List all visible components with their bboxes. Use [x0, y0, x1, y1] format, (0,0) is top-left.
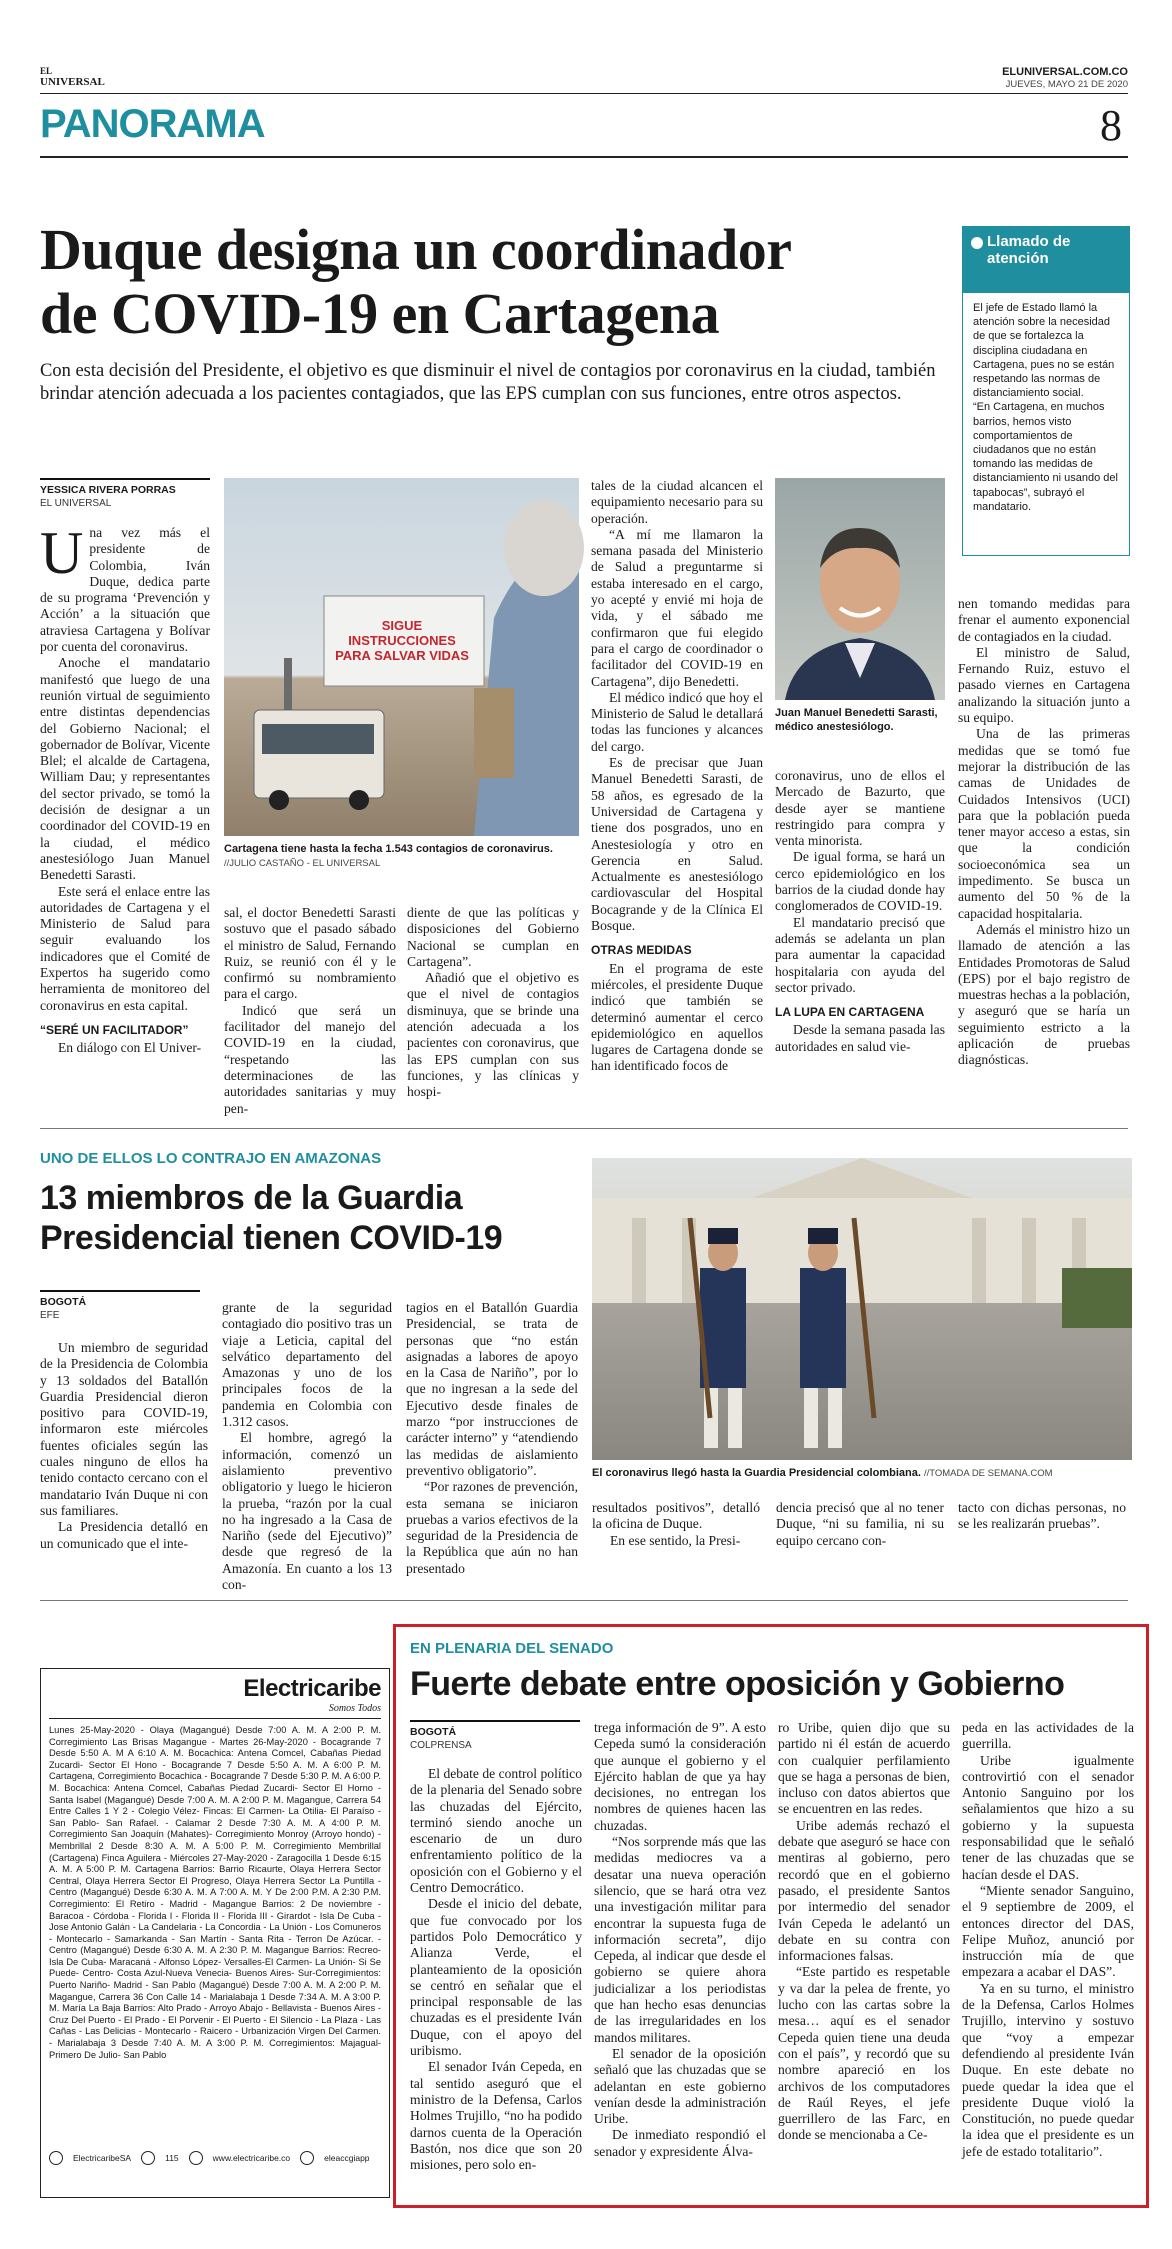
sidebar-text: El jefe de Estado llamó la atención sobre la necesidad de que se fortalezca la disciplina ciudadana en Cartagena, pues no se están respetando las normas de distanciamiento social. — [973, 302, 1115, 400]
paragraph: En ese sentido, la Presi- — [610, 1532, 741, 1548]
paragraph: El médico indicó que hoy el Ministerio de Salud le detallará todas las funciones y alcances del cargo. — [591, 689, 763, 754]
author-outlet: EL UNIVERSAL — [40, 498, 112, 509]
paragraph: Uribe igualmente controvirtió con el senador Antonio Sanguino por los señalamientos que hizo a su gobierno y la supuesta responsabilidad que le señaló tener de las chuzadas que se hacían desde el DAS. — [962, 1752, 1134, 1882]
paragraph: El mandatario precisó que además se adelanta un plan para aumentar la capacidad hospitalaria con ayuda del sector privado. — [775, 914, 945, 995]
subhead: “SERÉ UN FACILITADOR” — [40, 1022, 189, 1037]
source: COLPRENSA — [410, 1740, 472, 1751]
paragraph: Añadió que el objetivo es que el nivel de contagios disminuya, que se brinde una atención adecuada a los pacientes con coronavirus, que las EPS cumplan con sus funciones, y las clínicas y hospi- — [407, 970, 579, 1100]
ad-brand-block — [49, 1675, 381, 1719]
drop-cap: U — [40, 520, 84, 586]
paragraph: Es de precisar que Juan Manuel Benedetti Sarasti, de 58 años, es egresado de la Universidad de Cartagena y tiene dos posgrados, uno en Anestesiología y otro en Gerencia en Salud. Actualmente es anestesiólogo cardiovascular del Hospital Bocagrande y de la Clínica El Bosque. — [591, 755, 763, 934]
section-divider — [40, 1600, 1128, 1601]
main-col-1 — [40, 520, 210, 1065]
photo-credit: //TOMADA DE SEMANA.COM — [923, 1468, 1053, 1479]
bullet-icon — [971, 237, 983, 249]
main-byline — [40, 478, 210, 509]
section-title: PANORAMA — [40, 102, 265, 146]
section-divider — [40, 1128, 1128, 1129]
paragraph: Desde el inicio del debate, que fue convocado por los partidos Polo Democrático y Alianza Verde, el planteamiento de la oposición se centró en señalar que el principal responsable de las chuzadas es el presidente Iván Duque, con el apoyo del uribismo. — [410, 1896, 582, 2059]
paragraph: peda en las actividades de la guerrilla. — [962, 1720, 1134, 1752]
paragraph: tacto con dichas personas, no se les realizarán pruebas”. — [958, 1500, 1126, 1532]
second-col-6 — [958, 1500, 1126, 1590]
caption-text: El coronavirus llegó hasta la Guardia Presidencial colombiana. — [592, 1467, 921, 1479]
guard-photo — [592, 1158, 1132, 1460]
subhead: OTRAS MEDIDAS — [591, 943, 692, 958]
paragraph: El debate de control político de la plenaria del Senado sobre las chuzadas del Ejército, terminó siendo anoche un escenario de un duro enfrentamiento político de la oposición con el Gobierno y el Centro Democrático. — [410, 1766, 583, 1896]
third-headline: Fuerte debate entre oposición y Gobierno — [410, 1665, 1065, 1703]
logo-line-1: EL — [40, 66, 53, 76]
source: EFE — [40, 1310, 60, 1321]
benedetti-portrait — [775, 478, 945, 700]
newspaper-logo — [40, 66, 105, 88]
dateline: BOGOTÁ — [40, 1296, 87, 1308]
second-kicker: UNO DE ELLOS LO CONTRAJO EN AMAZONAS — [40, 1150, 382, 1167]
third-col-2 — [594, 1720, 766, 2198]
caption-text: Cartagena tiene hasta la fecha 1.543 contagios de coronavirus. — [224, 843, 553, 855]
paragraph: Ya en su turno, el ministro de la Defensa, Carlos Holmes Trujillo, intervino y sostuvo que “voy a empezar defendiendo al presidente Iván Duque. En este debate no puede quedar la idea que el presidente Duque violó la Constitución, no puede quedar la idea que el presidente es un jefe de estado totalitario”. — [962, 1980, 1134, 2159]
ad-slogan: Somos Todos — [328, 1703, 381, 1714]
paragraph: Un miembro de seguridad de la Presidencia de Colombia y 13 soldados del Batallón Guardia Presidencial dieron positivo para COVID-19, informaron este miércoles fuentes oficiales según las cuales ninguno de ellos ha tenido contacto cercano con el mandatario Iván Duque ni con sus familiares. — [40, 1340, 208, 1518]
paragraph: “Este partido es respetable y va dar la pelea de frente, yo lucho con las cartas sobre la mesa… aquí es el senador Cepeda quien tiene una deuda con el país”, y recordó que su nombre apareció en los archivos de los computadores de Raúl Reyes, el jefe guerrillero de las Farc, en donde se mencionaba a Ce- — [778, 1964, 950, 2143]
photo2-caption: Juan Manuel Benedetti Sarasti, médico anestesiólogo. — [775, 707, 938, 733]
paragraph: coronavirus, uno de ellos el Mercado de Bazurto, que desde ayer se mantiene restringido para compra y venta minorista. — [775, 768, 945, 849]
paragraph: El senador Iván Cepeda, en tal sentido aseguró que el ministro de la Defensa, Carlos Holmes Trujillo, “no ha podido darnos cuenta de la Operación Bastón, nos dice que son 20 misiones, pero solo en- — [410, 2059, 582, 2173]
logo-line-2: UNIVERSAL — [40, 76, 105, 88]
paragraph: Este será el enlace entre las autoridades de Cartagena y el Ministerio de Salud para seguir evaluando los indicadores que el Comité de Expertos ha sugerido como herramienta de monitoreo del coronavirus en esta capital. — [40, 883, 210, 1013]
paragraph: trega información de 9”. A esto Cepeda sumó la consideración que aunque el gobierno y el Ejército hablan de que ya hay decisiones, no entregan los nombres de quienes hacen las chuzadas. — [594, 1720, 766, 1833]
paragraph: De inmediato respondió el senador y expresidente Álva- — [594, 2127, 766, 2159]
ad-footer-web: www.electricaribe.co — [212, 2153, 291, 2163]
paragraph: De igual forma, se hará un cerco epidemiológico en los barrios de la ciudad donde hay conglomerados de COVID-19. — [775, 849, 945, 914]
paragraph: “A mí me llamaron la semana pasada del Ministerio de Salud a preguntarme si estaba interesado en el cargo, yo acepté y envié mi hoja de vida, y el sábado me confirmaron que fui elegido para el cargo de coordinador o facilitador del COVID-19 en Cartagena”, dijo Benedetti. — [591, 526, 763, 689]
subhead: LA LUPA EN CARTAGENA — [775, 1005, 925, 1020]
third-col-4 — [962, 1720, 1134, 2198]
paragraph: resultados positivos”, detalló la oficina de Duque. — [592, 1500, 760, 1532]
paragraph: ro Uribe, quien dijo que su partido ni él están de acuerdo con cualquier perfilamiento que se haga a personas de bien, incluso con datos abiertos que se encuentren en las redes. — [778, 1720, 950, 1817]
page-number: 8 — [1100, 101, 1122, 150]
second-col-1 — [40, 1340, 208, 1590]
paragraph: dencia precisó que al no tener Duque, “ni su familia, ni su equipo cercano con- — [776, 1500, 944, 1548]
ad-footer-handle: ElectricaribeSA — [73, 2153, 132, 2163]
paragraph: El ministro de Salud, Fernando Ruiz, estuvo el pasado viernes en Cartagena analizando la situación junto a su equipo. — [958, 644, 1130, 726]
header-rule — [40, 93, 1128, 94]
main-col-2 — [224, 905, 396, 1116]
photo-credit: //JULIO CASTAÑO - EL UNIVERSAL — [224, 858, 381, 869]
paragraph: sal, el doctor Benedetti Sarasti sostuvo que el pasado sábado el ministro de Salud, Fernando Ruiz, se reunió con él y le confirmó su nombramiento para el cargo. — [224, 905, 396, 1002]
paragraph: Uribe además rechazó el debate que aseguró se hace con mentiras al gobierno, pero recordó que en el gobierno pasado, el presidente Santos por intermedio del senador Iván Cepeda le adelantó un debate en su contra con informaciones falsas. — [778, 1817, 950, 1964]
photo1-caption — [224, 842, 579, 871]
second-col-2 — [222, 1300, 392, 1593]
site-url: ELUNIVERSAL.COM.CO — [1002, 66, 1128, 78]
paragraph: Además el ministro hizo un llamado de atención a las Entidades Promotoras de Salud (EPS) por el bajo registro de muestras hechas a la población, y aseguró que se haría un seguimiento estricto a la aplicación de pruebas diagnósticas. — [958, 921, 1130, 1068]
second-headline — [40, 1178, 502, 1258]
lede: Con esta decisión del Presidente, el objetivo es que disminuir el nivel de contagios por coronavirus en la ciudad, también brindar atención adecuada a los pacientes contagiados, que las EPS cumplan con sus funciones, entre otros aspectos. — [40, 361, 936, 404]
phone-icon — [141, 2151, 155, 2165]
guard-caption — [592, 1466, 1132, 1481]
author-name: YESSICA RIVERA PORRAS — [40, 484, 176, 496]
ad-footer — [49, 2151, 381, 2165]
main-col-6 — [958, 596, 1130, 1068]
portrait-illustration — [775, 478, 945, 700]
cartagena-photo — [224, 478, 579, 836]
headline-line-1: Duque designa un coordinador — [40, 217, 792, 282]
paragraph: En el programa de este miércoles, el presidente Duque indicó que también se determinó aumentar el cerco epidemiológico en aquellos lugares de Cartagena donde se han identificado focos de — [591, 960, 763, 1074]
ad-footer-app: eleaccgiapp — [324, 2153, 370, 2163]
paragraph: La Presidencia detalló en un comunicado que el inte- — [40, 1519, 208, 1551]
paragraph: En diálogo con El Univer- — [58, 1040, 202, 1056]
web-icon — [189, 2151, 203, 2165]
paragraph: Desde la semana pasada las autoridades en salud vie- — [775, 1022, 945, 1054]
palace-guards-illustration — [592, 1158, 1132, 1460]
third-col-3 — [778, 1720, 950, 2198]
second-col-3 — [406, 1300, 578, 1590]
sidebar-header — [963, 227, 1129, 293]
paragraph: tagios en el Batallón Guardia Presidencial, se trata de personas que “no están asignadas a labores de apoyo en la Casa de Nariño”, por lo que no ingresan a la sede del Ejecutivo desde finales de marzo “por instrucciones de carácter interno” y “atendiendo las medidas de aislamiento preventivo obligatorio”. — [406, 1300, 578, 1478]
paragraph: tales de la ciudad alcancen el equipamiento necesario para su operación. — [591, 478, 763, 526]
issue-date: JUEVES, MAYO 21 DE 2020 — [1005, 79, 1128, 90]
second-byline — [40, 1290, 200, 1321]
sidebar-title: Llamado de atención — [987, 233, 1071, 267]
paragraph: nen tomando medidas para frenar el aumento exponencial de contagiados en la ciudad. — [958, 596, 1130, 644]
paragraph: El hombre, agregó la información, comenzó un aislamiento preventivo obligatorio y luego le hicieron la prueba, “razón por la cual no ha ingresado a la Casa de Nariño (sede del Ejecutivo)” desde que regresó de la Amazonía. En cuanto a los 13 con- — [222, 1430, 392, 1593]
third-byline — [410, 1720, 580, 1751]
app-icon — [300, 2151, 314, 2165]
dateline: BOGOTÁ — [410, 1726, 457, 1738]
paragraph: “Miente senador Sanguino, el 9 septiembre de 2009, el entonces director del DAS, Felipe Muñoz, anunció por instrucción mía de que empezara a acabar el DAS”. — [962, 1882, 1134, 1980]
second-col-4 — [592, 1500, 760, 1590]
paragraph: “Por razones de prevención, esta semana se iniciaron pruebas a varios efectivos de la seguridad de la Presidencia de la República que aún no han presentado — [406, 1479, 578, 1576]
paragraph: na vez más el presidente de Colombia, Iván Duque, dedica parte de su programa ‘Prevención y Acción’ a la situación que atraviesa Cartagena y Bolívar por cuenta del coronavirus. — [40, 525, 210, 655]
social-icon — [49, 2151, 63, 2165]
paragraph: Una de las primeras medidas que se tomó fue mejorar la distribución de las camas de Unidades de Cuidados Intensivos (UCI) para que la población pueda tener mayor acceso a estas, sin que la condición socioeconómica sea un impedimento. Se busca un aumento del 50 % de la capacidad hospitalaria. — [958, 726, 1130, 921]
main-col-5 — [775, 768, 945, 1065]
headline-line-2: de COVID-19 en Cartagena — [40, 281, 720, 346]
main-headline — [40, 218, 791, 346]
main-col-3 — [407, 905, 579, 1100]
paragraph: El senador de la oposición señaló que las chuzadas que se adelantan en este gobierno venían desde la administración Uribe. — [594, 2045, 766, 2127]
paragraph: Indicó que será un facilitador del manejo del COVID-19 en la ciudad, “respetando las determinaciones de las autoridades sanitarias y muy pen- — [224, 1002, 396, 1116]
headline-line-1: 13 miembros de la Guardia — [40, 1179, 463, 1217]
ad-schedule: Lunes 25-May-2020 - Olaya (Magangué) Desde 7:00 A. M. A 2:00 P. M. Corregimiento Las Brisas Magangue - Martes 26-May-2020 - Bocagrande 7 Desde 5:50 A. M A 6:10 A. M. Bocachica: Antena Comcel, Cabañas Piedad Zucardi- Sector El Hono - Bocagrande 7 Desde 5:50 A. M. A 6:00 P. M. Cartagena, Corregimiento Bocachica - Bocagrande 7 Desde 5:30 P. M. A 6:00 P. M. Bocachica: Antena Comcel, Cabañas Piedad Zucardi- Sector El Horno - Santa Isabel (Magangué) Desde 7:00 A. M. A 2:00 P. M. Magangue, Carrera 54 Entre Calles 1 Y 2 - Colegio Vélez- Fincas: El Carmen- La Otilia- El Paraíso -San Pablo- San Rafael. - Calamar 2 Desde 7:30 A. M. A 4:00 P. M. Corregimiento San Joaquín (Mahates)- Corregimiento Monroy (Arroyo hondo) - Membrillal 2 Desde 8:30 A. M. A 5:00 P. M. Corregimiento Membrillal (Cartagena) Finca Aguilera - Miércoles 27-May-2020 - Zaragocilla 1 Desde 6:15 A. M. A 5:00 P. M. Cartagena Barrios: Barrio Ricaurte, Olaya Herrera Sector Central, Olaya Herrera Sector El Progreso, Olaya Herrera Sector La Puntilla - Centro (Magangué) Desde 6:30 A. M. A 7:00 A. M. Y De 2:00 P.M. A 2:30 P.M. Corregimiento: El Retiro - Madrid - Magangue Barrios: 2 De noviembre - Baracoa - Córdoba - Florida I - Florida II - Florida III - Girardot - Isla De Cuba - Jose Antonio Galán - La Candelaria - La Concordia - La Unión - Los Comuneros - Montecarlo - Samarkanda - San Martín - Santa Rita - Terron De Azúcar. - Centro (Magangué) Desde 6:30 A. M. A 2:30 P. M. Magangue Barrios: Recreo- Isla De Cuba- Maracaná - Alfonso López- Versalles-El Carmen- La Unión- Si Se Puede- Centro- Costa Azul-Nueva Venecia- Buenos Aires- Sur-Corregimientos: Puerto Nariño- Madrid - San Pablo (Magangué) Desde 7:00 A. M. A 2:00 P. M. Magangue, Carrera 36 Con Calle 14 - Marialabaja 1 Desde 7:34 A. M. A 3:00 P. M. María La Baja Barrios: Alto Prado - Arroyo Abajo - Bellavista - Buenos Aires - Cruz Del Puerto - El Prado - El Porvenir - El Puerto - El Silencio - La Plaza - Las Cañas - Las Delicias - Montecarlo - Raicero - Urbanización Virgen Del Carmen. - Marialabaja 3 Desde 7:40 A. M. A 3:00 P. M. Corregimientos: Majagual- Primero De Julio- San Pablo — [49, 1725, 381, 2060]
ad-footer-phone: 115 — [165, 2153, 179, 2163]
paragraph: Anoche el mandatario manifestó que luego de una reunión virtual de seguimiento entre distintas dependencias del Gobierno Nacional; el gobernador de Bolívar, Vicente Blel; el alcalde de Cartagena, William Dau; y representantes del sector privado, se tomó la decisión de designar a un coordinador del COVID-19 en la ciudad, el médico anestesiólogo Juan Manuel Benedetti Sarasti. — [40, 655, 210, 883]
paragraph: diente de que las políticas y disposiciones del Gobierno Nacional se cumplan en Cartagena”. — [407, 905, 579, 969]
second-col-5 — [776, 1500, 944, 1590]
sidebar-quote: “En Cartagena, en muchos barrios, hemos visto comportamientos de ciudadanos que no están tomando las medidas de distanciamiento ni usando del tapabocas”, subrayó el mandatario. — [973, 401, 1118, 513]
paragraph: “Nos sorprende más que las medidas mediocres va a desatar una nueva operación silencio, que se hará otra vez una investigación militar para encontrar la supuesta fuga de información secreta”, dijo Cepeda, al indicar que desde el gobierno se quiere ahora judicializar a los periodistas que han hecho esas denuncias de las irregularidades en los mandos militares. — [594, 1834, 766, 2045]
section-rule — [40, 156, 1128, 158]
headline-line-2: Presidencial tienen COVID-19 — [40, 1219, 503, 1257]
electricaribe-ad — [40, 1668, 390, 2198]
third-col-1 — [410, 1766, 582, 2198]
ad-brand: Electricaribe — [243, 1675, 381, 1702]
paragraph: grante de la seguridad contagiado dio positivo tras un viaje a Leticia, capital del selvático departamento del Amazonas y uno de los principales focos de la pandemia en Colombia con 1.312 casos. — [222, 1300, 392, 1430]
sidebar-box — [962, 226, 1130, 556]
third-kicker: EN PLENARIA DEL SENADO — [410, 1640, 614, 1657]
billboard-text: SIGUE INSTRUCCIONES PARA SALVAR VIDAS — [335, 618, 469, 663]
main-col-4 — [591, 478, 763, 1074]
